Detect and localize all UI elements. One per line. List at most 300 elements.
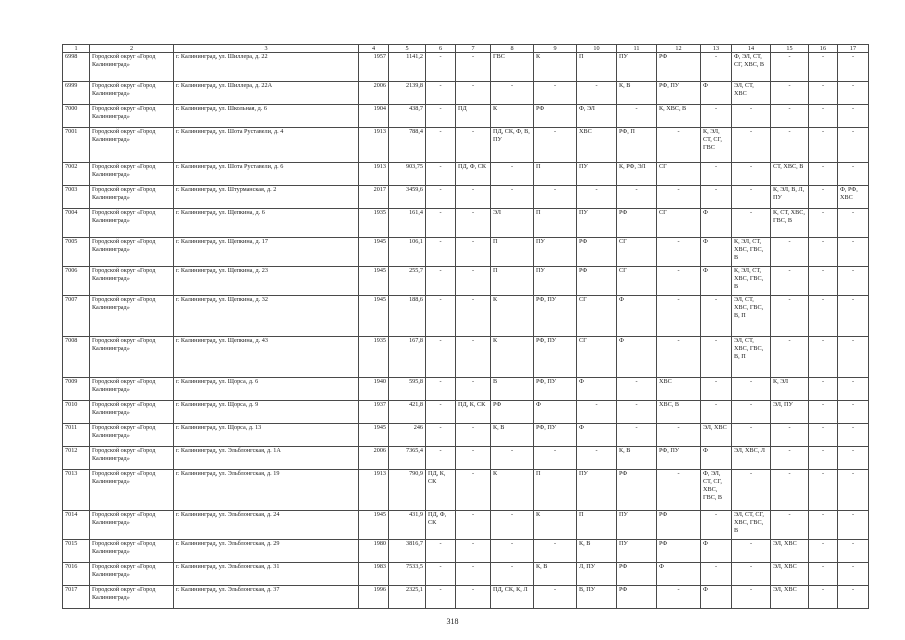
column-header: 6 (426, 45, 456, 53)
table-cell: К (491, 296, 534, 337)
table-cell: Ф (701, 447, 732, 470)
table-cell: 161,4 (389, 209, 426, 238)
table-cell: г. Калининград, ул. Щорса, д. 9 (174, 401, 359, 424)
table-cell: - (771, 470, 809, 511)
table-cell: 7016 (63, 563, 90, 586)
table-cell: - (456, 82, 491, 105)
table-cell: 7012 (63, 447, 90, 470)
table-cell: П (491, 267, 534, 296)
table-cell: ПУ (577, 470, 617, 511)
table-cell: В (491, 378, 534, 401)
table-cell: РФ (657, 53, 701, 82)
table-cell: г. Калининград, ул. Шиллера, д. 22 (174, 53, 359, 82)
table-cell: Городской округ «Город Калининград» (90, 586, 174, 609)
table-cell: - (657, 296, 701, 337)
table-row (63, 186, 869, 209)
table-cell: 1945 (359, 511, 389, 540)
table-cell: - (809, 53, 838, 82)
table-cell: - (534, 128, 577, 163)
table-cell: - (732, 105, 771, 128)
table-cell: Л, ПУ (577, 563, 617, 586)
table-row (63, 296, 869, 337)
table-cell: - (809, 296, 838, 337)
table-cell: - (809, 470, 838, 511)
table-cell: - (771, 128, 809, 163)
table-cell: ПД (456, 105, 491, 128)
table-cell: - (809, 238, 838, 267)
table-cell: 7003 (63, 186, 90, 209)
table-cell: г. Калининград, ул. Щепкина, д. 17 (174, 238, 359, 267)
table-cell: - (732, 128, 771, 163)
table-cell: - (732, 563, 771, 586)
table-cell: ЭЛ, СТ, СГ, ХВС, ГВС, В (732, 511, 771, 540)
table-cell: К, ЭЛ (771, 378, 809, 401)
table-row (63, 128, 869, 163)
table-cell: 1996 (359, 586, 389, 609)
table-cell: СТ, ХВС, В (771, 163, 809, 186)
table-cell: 7011 (63, 424, 90, 447)
table-cell: 595,8 (389, 378, 426, 401)
table-cell: - (771, 424, 809, 447)
table-cell: Ф (701, 586, 732, 609)
table-cell: - (701, 563, 732, 586)
table-cell: Ф (534, 401, 577, 424)
column-header: 11 (617, 45, 657, 53)
table-cell: - (732, 401, 771, 424)
table-cell: - (657, 337, 701, 378)
table-cell: - (838, 53, 869, 82)
table-cell: 1945 (359, 267, 389, 296)
table-cell: П (534, 470, 577, 511)
table-cell: - (491, 511, 534, 540)
table-cell: 1935 (359, 209, 389, 238)
table-cell: - (456, 470, 491, 511)
table-cell: - (809, 267, 838, 296)
table-cell: К, РФ, ЭЛ (617, 163, 657, 186)
table-cell: Городской округ «Город Калининград» (90, 186, 174, 209)
table-cell: РФ, ПУ (534, 296, 577, 337)
table-cell: - (771, 53, 809, 82)
table-cell: - (617, 105, 657, 128)
table-cell: - (809, 186, 838, 209)
table-cell: - (577, 82, 617, 105)
table-cell: - (657, 470, 701, 511)
table-cell: ПД, Ф, СК (426, 511, 456, 540)
table-cell: 188,6 (389, 296, 426, 337)
table-cell: 1983 (359, 563, 389, 586)
table-cell: 1935 (359, 337, 389, 378)
column-header: 17 (838, 45, 869, 53)
table-cell: г. Калининград, ул. Эльблонгская, д. 19 (174, 470, 359, 511)
table-cell: - (657, 128, 701, 163)
table-cell: Городской округ «Город Калининград» (90, 378, 174, 401)
table-cell: 431,9 (389, 511, 426, 540)
table-cell: - (491, 163, 534, 186)
table-cell: - (809, 424, 838, 447)
table-cell: ПД, К, СК (426, 470, 456, 511)
table-cell: - (577, 447, 617, 470)
table-cell: 3459,6 (389, 186, 426, 209)
table-cell: - (426, 424, 456, 447)
table-cell: Городской округ «Город Калининград» (90, 447, 174, 470)
column-header: 8 (491, 45, 534, 53)
table-cell: 7005 (63, 238, 90, 267)
column-header: 9 (534, 45, 577, 53)
table-cell: 1913 (359, 128, 389, 163)
column-header: 13 (701, 45, 732, 53)
table-cell: П (534, 163, 577, 186)
table-cell: 255,7 (389, 267, 426, 296)
table-cell: ПУ (617, 540, 657, 563)
table-cell: Ф, ЭЛ (577, 105, 617, 128)
table-cell: Ф, РФ, ХВС (838, 186, 869, 209)
table-cell: - (732, 209, 771, 238)
column-header: 7 (456, 45, 491, 53)
table-cell: - (491, 540, 534, 563)
table-cell: - (732, 470, 771, 511)
column-header: 1 (63, 45, 90, 53)
table-cell: - (838, 105, 869, 128)
table-cell: Ф (701, 82, 732, 105)
table-cell: 1913 (359, 470, 389, 511)
table-cell: ЭЛ, ПУ (771, 401, 809, 424)
table-cell: - (809, 540, 838, 563)
table-cell: - (838, 378, 869, 401)
table-cell: - (426, 563, 456, 586)
table-cell: - (701, 186, 732, 209)
table-cell: К, СТ, ХВС, ГВС, В (771, 209, 809, 238)
table-cell: ЭЛ (491, 209, 534, 238)
table-cell: - (426, 238, 456, 267)
table-cell: - (426, 337, 456, 378)
column-header: 15 (771, 45, 809, 53)
table-cell: - (456, 540, 491, 563)
table-cell: ГВС (491, 53, 534, 82)
table-cell: К, ЭЛ, СТ, ХВС, ГВС, В (732, 238, 771, 267)
table-cell: г. Калининград, ул. Щепкина, д. 6 (174, 209, 359, 238)
table-cell: 7000 (63, 105, 90, 128)
table-cell: - (809, 401, 838, 424)
table-cell: - (426, 586, 456, 609)
table-cell: - (809, 105, 838, 128)
table-cell: 7013 (63, 470, 90, 511)
table-cell: г. Калининград, ул. Эльблонгская, д. 1А (174, 447, 359, 470)
table-cell: 1937 (359, 401, 389, 424)
table-cell: РФ (657, 511, 701, 540)
table-cell: Городской округ «Город Калининград» (90, 209, 174, 238)
table-cell: РФ (491, 401, 534, 424)
table-cell: Городской округ «Город Калининград» (90, 82, 174, 105)
table-cell: - (732, 378, 771, 401)
table-cell: Городской округ «Город Калининград» (90, 470, 174, 511)
table-cell: СГ (617, 267, 657, 296)
table-cell: ЭЛ, ХВС, Л (732, 447, 771, 470)
table-cell: - (809, 378, 838, 401)
table-cell: ХВС, В (657, 401, 701, 424)
table-cell: Городской округ «Город Калининград» (90, 401, 174, 424)
table-cell: Городской округ «Город Калининград» (90, 53, 174, 82)
table-cell: В, ПУ (577, 586, 617, 609)
table-cell: - (657, 186, 701, 209)
table-cell: 7006 (63, 267, 90, 296)
table-row (63, 53, 869, 82)
table-cell: ПУ (617, 53, 657, 82)
table-cell: - (617, 378, 657, 401)
table-cell: РФ (617, 470, 657, 511)
table-cell: Ф (617, 296, 657, 337)
table-row (63, 563, 869, 586)
table-cell: - (456, 267, 491, 296)
table-cell: 1904 (359, 105, 389, 128)
table-cell: - (456, 378, 491, 401)
table-cell: ХВС (657, 378, 701, 401)
table-cell: 1945 (359, 238, 389, 267)
table-cell: 7533,5 (389, 563, 426, 586)
table-cell: - (771, 238, 809, 267)
table-cell: - (534, 186, 577, 209)
table-cell: г. Калининград, ул. Щепкина, д. 32 (174, 296, 359, 337)
table-cell: 2325,1 (389, 586, 426, 609)
table-row (63, 447, 869, 470)
table-cell: 788,4 (389, 128, 426, 163)
table-cell: - (456, 447, 491, 470)
table-cell: К (491, 105, 534, 128)
table-cell: 106,1 (389, 238, 426, 267)
table-cell: - (456, 586, 491, 609)
column-header: 5 (389, 45, 426, 53)
table-cell: - (426, 447, 456, 470)
table-cell: ЭЛ, ХВС (701, 424, 732, 447)
table-cell: РФ, ПУ (657, 82, 701, 105)
table-cell: - (701, 378, 732, 401)
table-cell: - (491, 82, 534, 105)
table-cell: - (838, 128, 869, 163)
table-row (63, 238, 869, 267)
table-cell: РФ (577, 238, 617, 267)
table-cell: 6998 (63, 53, 90, 82)
table-cell: - (809, 163, 838, 186)
table-cell: ЭЛ, ХВС (771, 586, 809, 609)
table-cell: - (732, 186, 771, 209)
table-cell: Городской округ «Город Калининград» (90, 267, 174, 296)
table-cell: ПД, СК, К, Л (491, 586, 534, 609)
table-cell: К, В (577, 540, 617, 563)
table-cell: - (838, 586, 869, 609)
column-header: 12 (657, 45, 701, 53)
table-cell: - (809, 511, 838, 540)
table-cell: ХВС (577, 128, 617, 163)
table-cell: Ф (617, 337, 657, 378)
table-row (63, 378, 869, 401)
table-cell: ЭЛ, ХВС (771, 563, 809, 586)
table-cell: - (838, 82, 869, 105)
table-cell: - (701, 337, 732, 378)
table-cell: Ф (701, 540, 732, 563)
table-cell: Городской округ «Город Калининград» (90, 540, 174, 563)
table-cell: Городской округ «Город Калининград» (90, 128, 174, 163)
table-cell: 7365,4 (389, 447, 426, 470)
table-cell: - (426, 163, 456, 186)
table-row (63, 540, 869, 563)
table-cell: - (809, 209, 838, 238)
table-row (63, 337, 869, 378)
column-header: 10 (577, 45, 617, 53)
table-cell: г. Калининград, ул. Щорса, д. 13 (174, 424, 359, 447)
table-cell: - (534, 82, 577, 105)
table-cell: - (838, 209, 869, 238)
table-cell: 1945 (359, 296, 389, 337)
column-header: 3 (174, 45, 359, 53)
table-cell: К, В (617, 82, 657, 105)
table-cell: П (491, 238, 534, 267)
table-cell: - (701, 105, 732, 128)
table-cell: РФ (534, 105, 577, 128)
table-cell: РФ (617, 586, 657, 609)
table-cell: - (577, 186, 617, 209)
table-cell: Ф (701, 209, 732, 238)
table-cell: Городской округ «Город Калининград» (90, 424, 174, 447)
table-row (63, 105, 869, 128)
table-cell: Городской округ «Город Калининград» (90, 296, 174, 337)
table-cell: г. Калининград, ул. Щорса, д. 6 (174, 378, 359, 401)
table-cell: П (577, 511, 617, 540)
table-cell: - (809, 128, 838, 163)
table-cell: Городской округ «Город Калининград» (90, 337, 174, 378)
table-cell: РФ, ПУ (534, 378, 577, 401)
table-cell: - (426, 267, 456, 296)
table-cell: - (838, 401, 869, 424)
table-row (63, 267, 869, 296)
table-cell: П (577, 53, 617, 82)
table-cell: К, В (534, 563, 577, 586)
table-cell: - (426, 128, 456, 163)
table-cell: К, ЭЛ, В, Л, ПУ (771, 186, 809, 209)
table-cell: К (491, 337, 534, 378)
table-cell: - (456, 238, 491, 267)
table-cell: ПД, К, СК (456, 401, 491, 424)
table-cell: - (534, 586, 577, 609)
table-row (63, 82, 869, 105)
table-cell: - (732, 586, 771, 609)
table-cell: 3816,7 (389, 540, 426, 563)
table-cell: Ф (701, 267, 732, 296)
table-cell: СГ (577, 337, 617, 378)
table-cell: 1945 (359, 424, 389, 447)
table-cell: ПД, СК, Ф, В, ПУ (491, 128, 534, 163)
table-cell: г. Калининград, ул. Шота Руставели, д. 4 (174, 128, 359, 163)
table-cell: - (491, 447, 534, 470)
table-cell: СГ (657, 163, 701, 186)
table-cell: 7001 (63, 128, 90, 163)
table-cell: Ф (657, 563, 701, 586)
table-cell: - (771, 82, 809, 105)
table-cell: ПУ (534, 267, 577, 296)
table-cell: Городской округ «Город Калининград» (90, 105, 174, 128)
table-cell: - (456, 296, 491, 337)
table-cell: 167,8 (389, 337, 426, 378)
table-cell: - (456, 511, 491, 540)
table-cell: - (456, 563, 491, 586)
table-cell: - (426, 401, 456, 424)
column-header: 4 (359, 45, 389, 53)
table-cell: - (657, 238, 701, 267)
table-cell: - (491, 186, 534, 209)
table-row (63, 511, 869, 540)
table-cell: 2139,8 (389, 82, 426, 105)
table-cell: СГ (577, 296, 617, 337)
table-cell: - (838, 267, 869, 296)
table-cell: - (456, 53, 491, 82)
table-cell: - (617, 424, 657, 447)
table-cell: - (838, 447, 869, 470)
table-cell: РФ (617, 563, 657, 586)
table-row (63, 209, 869, 238)
table-cell: г. Калининград, ул. Эльблонгская, д. 29 (174, 540, 359, 563)
table-cell: - (657, 424, 701, 447)
table-cell: - (838, 163, 869, 186)
table-cell: - (534, 540, 577, 563)
table-cell: 1913 (359, 163, 389, 186)
table-cell: г. Калининград, ул. Эльблонгская, д. 37 (174, 586, 359, 609)
register-table (62, 44, 869, 609)
table-cell: ЭЛ, ХВС (771, 540, 809, 563)
table-cell: - (426, 53, 456, 82)
table-cell: ЭЛ, СТ, ХВС (732, 82, 771, 105)
table-cell: - (771, 267, 809, 296)
table-cell: г. Калининград, ул. Штурманская, д. 2 (174, 186, 359, 209)
table-row (63, 401, 869, 424)
table-cell: - (534, 447, 577, 470)
table-cell: Ф, ЭЛ, СТ, СГ, ХВС, В (732, 53, 771, 82)
table-cell: - (838, 337, 869, 378)
table-cell: - (838, 296, 869, 337)
table-cell: - (838, 470, 869, 511)
table-cell: - (809, 586, 838, 609)
table-cell: 6999 (63, 82, 90, 105)
table-row (63, 163, 869, 186)
table-cell: - (426, 186, 456, 209)
table-cell: К, В (617, 447, 657, 470)
table-cell: К, ЭЛ, СТ, СГ, ГВС (701, 128, 732, 163)
table-cell: Ф (577, 378, 617, 401)
table-cell: 2006 (359, 82, 389, 105)
table-cell: - (456, 337, 491, 378)
table-cell: - (809, 563, 838, 586)
table-cell: 2006 (359, 447, 389, 470)
table-cell: РФ, ПУ (534, 337, 577, 378)
table-cell: РФ, ПУ (534, 424, 577, 447)
table-cell: К, В (491, 424, 534, 447)
table-cell: - (701, 296, 732, 337)
table-cell: - (732, 163, 771, 186)
table-cell: ЭЛ, СТ, ХВС, ГВС, В, П (732, 296, 771, 337)
table-cell: - (577, 401, 617, 424)
table-row (63, 470, 869, 511)
table-cell: 246 (389, 424, 426, 447)
table-cell: К (534, 53, 577, 82)
column-header: 16 (809, 45, 838, 53)
table-cell: 7007 (63, 296, 90, 337)
table-cell: - (426, 540, 456, 563)
table-cell: ПУ (617, 511, 657, 540)
table-cell: - (456, 209, 491, 238)
table-cell: Городской округ «Город Калининград» (90, 163, 174, 186)
table-cell: К (491, 470, 534, 511)
table-cell: - (701, 511, 732, 540)
table-cell: 7002 (63, 163, 90, 186)
table-cell: Ф (577, 424, 617, 447)
table-cell: 903,75 (389, 163, 426, 186)
